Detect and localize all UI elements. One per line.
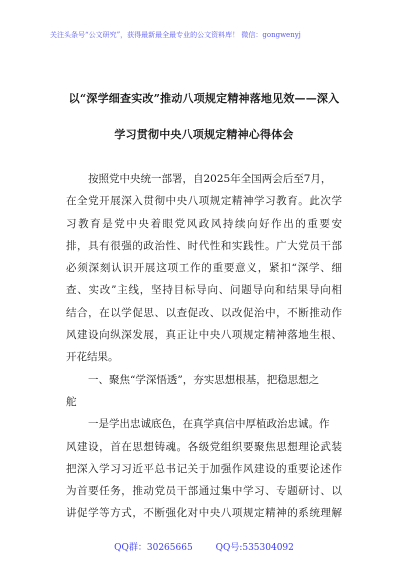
body-line: 查、实改”主线，坚持目标导向、问题导向和结果导向相: [66, 284, 342, 297]
document-title-line-2: 学习贯彻中央八项规定精神心得体会: [114, 128, 294, 141]
qq-group-text: QQ群：30265665: [114, 543, 193, 553]
body-line: 风建设，首在思想铸魂。各级党组织要聚焦思想理论武装: [66, 440, 342, 453]
body-line: 排，具有很强的政治性、时代性和实践性。广大党员干部: [66, 239, 342, 252]
qq-number-text: QQ号:535304092: [215, 543, 294, 553]
header-banner: 关注头条号“公文研究”，获得最新最全最专业的公文资料库！ 微信：gongwenyj: [50, 31, 301, 39]
body-line: 结合，在以学促思、以查促改、以改促治中，不断推动作: [66, 306, 342, 319]
body-line: 风建设向纵深发展，真正让中央八项规定精神落地生根、: [66, 329, 342, 342]
body-line: 按照党中央统一部署，自2025年全国两会后至7月，: [88, 173, 332, 185]
body-line: 讲促学等方式，不断强化对中央八项规定精神的系统理解: [66, 507, 342, 520]
section-heading-line: 舵: [66, 395, 77, 408]
document-title-line-1: 以“深学细查实改”推动八项规定精神落地见效——深入: [68, 92, 340, 105]
body-line: 为首要任务，推动党员干部通过集中学习、专题研讨、以: [66, 485, 342, 498]
body-line: 必须深刻认识开展这项工作的重要意义，紧扣“深学、细: [66, 262, 342, 275]
body-line: 开花结果。: [66, 351, 119, 364]
body-line: 在全党开展深入贯彻中央八项规定精神学习教育。此次学: [66, 195, 342, 208]
body-line: 一是学出忠诚底色，在真学真信中厚植政治忠诚。作: [88, 418, 330, 431]
body-line: 把深入学习习近平总书记关于加强作风建设的重要论述作: [66, 462, 342, 475]
body-line: 习教育是党中央着眼党风政风持续向好作出的重要安: [66, 217, 342, 230]
document-body: [66, 168, 342, 525]
section-heading-line: 一、聚焦“学深悟透”，夯实思想根基，把稳思想之: [88, 373, 320, 386]
footer: [0, 540, 408, 553]
